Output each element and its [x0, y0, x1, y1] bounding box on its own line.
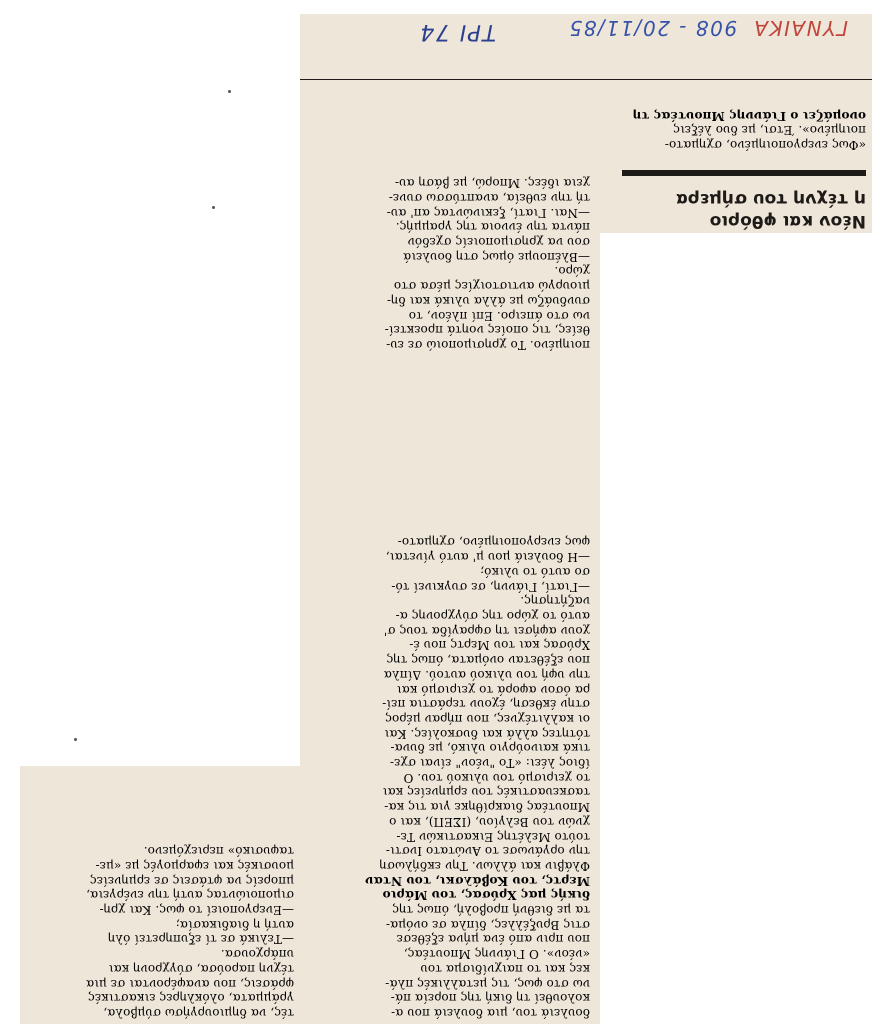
text-line: —Ενεργοποιεί το φως. Και χρη- — [99, 903, 294, 918]
text-line: νω στο άπειρο. Επί πλέον, το — [408, 308, 590, 323]
issue-number: 908 — [694, 16, 738, 40]
text-line: μουσικές και εφαρμογές με «με- — [95, 858, 294, 873]
text-line: μπορείς να φτάσεις σε ερμηνείες — [89, 873, 294, 888]
text-line: πάντα την έννοια της γραμμής. — [395, 220, 590, 235]
text-line: υπάρχουσα. — [220, 947, 294, 962]
lead-paragraph — [632, 108, 866, 152]
text-line: τικά καινούργιο υλικό, με δυνα- — [390, 741, 590, 756]
text-line: που εξέθεταν ονόματα, όπως της — [386, 653, 590, 668]
text-line: χεια ιδέες. Μπορώ, με βάση αυ- — [394, 176, 590, 191]
text-line: ίδιος λέει: «Το "νέον" είναι σχε- — [389, 756, 590, 771]
text-line: —Η δουλειά μου μ' αυτό γίνεται, — [385, 550, 590, 565]
text-line: τές, να δημιουργήσω σύμβολα, — [103, 1006, 294, 1020]
lead-line: ποιημένο». Έτσι, με δυο λέξεις — [673, 123, 866, 138]
headline — [676, 188, 866, 232]
article-column-end — [86, 844, 294, 1020]
text-line: «νέον». Ο Γιάννης Μπουτέας, — [403, 947, 590, 962]
publication-name: ΓΥΝΑΙΚΑ — [752, 16, 848, 40]
text-line: φως ενεργοποιημένο, σχηματο- — [397, 535, 590, 550]
header-divider — [300, 79, 872, 80]
headline-bar — [622, 170, 866, 176]
text-line: χνών του Βελγίου, (ΙΣΕΠ), και ο — [389, 814, 590, 829]
text-line: που πριν από ένα μήνα εξέθεσε — [396, 932, 590, 947]
lead-line: ονομάζει ο Γιάννης Μπουτέας τη — [632, 108, 866, 123]
text-line: ταφυσικό» περιεχόμενο. — [143, 844, 294, 859]
text-line: τότητες αλλά και δυσκολίες. Και — [384, 726, 590, 741]
text-line: θείες, τις οποίες νοητά προεκτεί- — [384, 323, 590, 338]
lead-line: «Φως ενεργοποιημένο, σχηματο- — [664, 138, 866, 152]
text-line: Χρύσας και του Μερτς που έ- — [409, 638, 590, 653]
text-line: στις Βρυξέλλες, δίπλα σε ονόμα- — [385, 917, 590, 932]
text-line: γράμματα, ολόκληρες εικαστικές — [87, 991, 294, 1006]
text-line: ναζήτησης. — [520, 594, 590, 609]
text-line: νω στο φως, τις μεταλλικές πλά- — [385, 976, 590, 991]
text-line: δουλειά του, μια δουλειά που α- — [390, 1006, 590, 1020]
text-line: αυτό το χώρο της σύγχρονης α- — [395, 609, 590, 624]
text-line: σο αυτό το υλικό; — [479, 564, 590, 579]
text-line: τέχνη παρούσα, σύγχρονη και — [108, 961, 294, 976]
article-column-continuation — [385, 176, 590, 352]
text-line: την οργάνωσε το Ανώτατο Ινστι- — [385, 844, 590, 859]
text-line: κολουθεί τη δική της πορεία πά- — [390, 991, 590, 1006]
text-line: κες και το παιχνίδισμα του — [420, 961, 590, 976]
article-column-main — [365, 535, 590, 1020]
clipping-date: 20/11/85 — [568, 16, 670, 40]
text-line: οι καλλιτέχνες, που πήραν μέρος — [385, 711, 590, 726]
headline-line-2: η τέχνη του σήμερα — [676, 189, 866, 209]
text-line: τα με διεθνή προβολή, όπως της — [392, 903, 590, 918]
text-line: μιουργώ αντιστοιχίες μέσα στο — [393, 279, 590, 294]
text-line: το χειρισμό του υλικού του. Ο — [403, 770, 590, 785]
text-line: —Βλέπουμε όμως στη δουλειά — [402, 249, 590, 264]
text-line: χώρο. — [554, 264, 590, 279]
text-line: την υφή του υλικού αυτού. Δίπλα — [383, 667, 590, 682]
text-line: τούτο Μελέτης Εικαστικών Τε- — [396, 829, 590, 844]
text-line: ποιημένο. Το χρησιμοποιώ σε ευ- — [386, 338, 590, 352]
text-line: αυτή η διαδικασία; — [175, 917, 294, 932]
text-line: συνδυάζω με άλλα υλικά και δη- — [386, 293, 590, 308]
text-line: Μερτς, του Κοβάλσκι, του Νταν — [364, 873, 590, 888]
text-line: —Τελικά σε τί εξυπηρετεί όλη — [108, 932, 294, 947]
text-line: σου να χρησιμοποιείς σχεδόν — [407, 235, 590, 250]
text-line: —Ναι. Γιατί, ξεκινώντας απ' αυ- — [386, 205, 590, 220]
text-line: τή την ευθεία, αναπτύσσω συνε- — [388, 190, 590, 205]
text-line: ρα όσον αφορά το χειρισμό και — [396, 682, 590, 697]
text-line: χουν αφήσει τη σφραγίδα τους σ' — [383, 623, 590, 638]
text-line: δικής μας Χρύσας, του Μάριο — [382, 888, 590, 903]
text-line: φράσεις, που αναφέρονται σε μια — [85, 976, 294, 991]
page-mark: ΤΡΙ 74 — [418, 19, 496, 44]
handwritten-note: ΓΥΝΑΙΚΑ 908 - 20/11/85 — [568, 16, 848, 40]
text-line: Φλάβιν και άλλων. Την εκδήλωση — [379, 858, 590, 873]
text-line: Μπουτέας διακρίθηκε για τις κα- — [384, 800, 590, 815]
text-line: σιμοποιώντας αυτή την ενέργεια, — [86, 888, 294, 903]
text-line: —Γιατί, Γιάννη, σε συγκινεί τό- — [391, 579, 590, 594]
headline-line-1: Νέον και φθόριο — [709, 211, 866, 231]
text-line: στην έκθεση, έχουν τεράστια πεί- — [382, 697, 590, 712]
text-line: τασκευαστικές του ερμηνείες και — [382, 785, 590, 800]
